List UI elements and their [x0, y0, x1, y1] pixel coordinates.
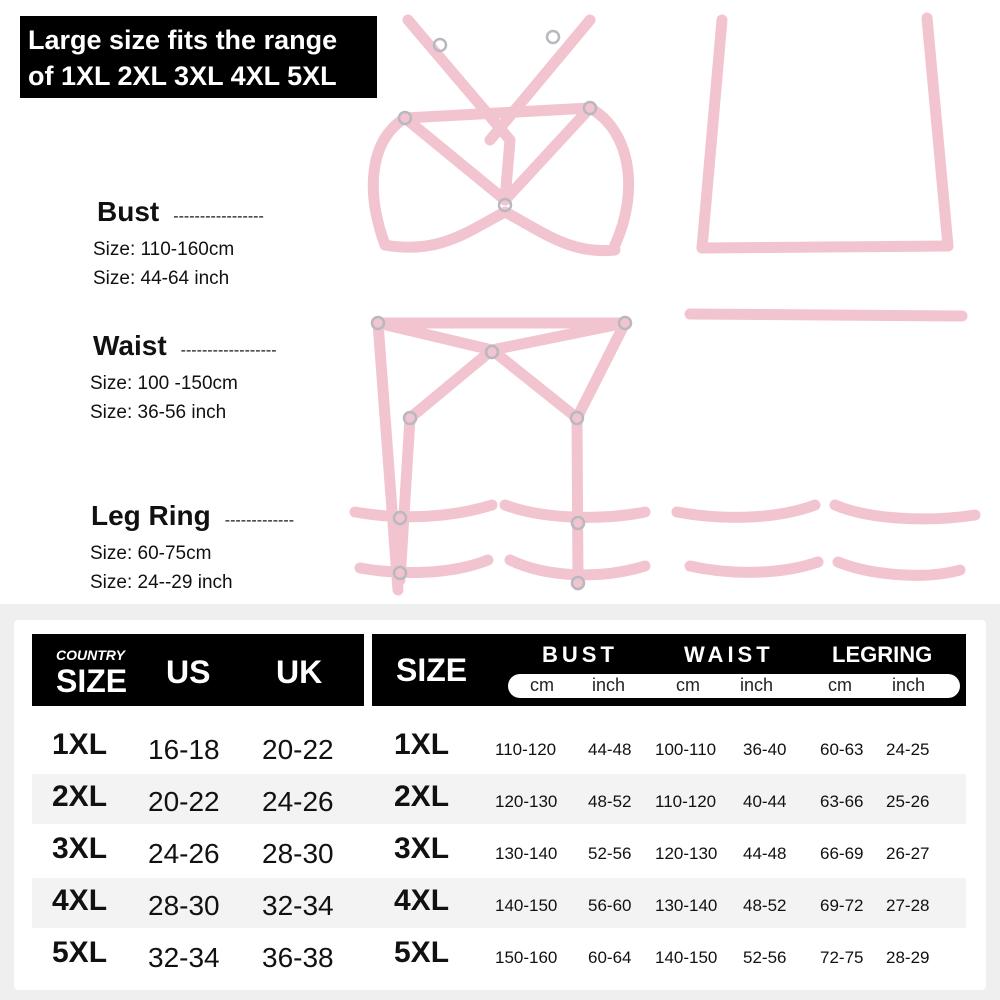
legring-header: LEGRING	[832, 642, 933, 667]
waist-front-x-right	[492, 323, 625, 418]
uk-header: UK	[276, 654, 323, 690]
unit-bar	[508, 674, 960, 698]
ring-icon	[394, 567, 406, 579]
leg-ring-7	[690, 562, 818, 572]
bust-size-cm: Size: 110-160cm	[93, 239, 235, 260]
waist-size-cm: Size: 100 -150cm	[90, 373, 238, 394]
row-waist-inch: 48-52	[743, 896, 787, 915]
row-uk: 36-38	[262, 942, 334, 973]
row-bust-cm: 130-140	[495, 844, 558, 863]
bust-header: BUST	[542, 642, 618, 667]
row-size-right: 1XL	[394, 728, 450, 761]
row-size: 4XL	[52, 884, 108, 917]
row-size-right: 4XL	[394, 884, 450, 917]
bust-back-band	[702, 246, 948, 248]
row-leg-inch: 25-26	[886, 792, 930, 811]
row-leg-inch: 27-28	[886, 896, 930, 915]
row-bust-inch: 48-52	[588, 792, 632, 811]
bust-size-inch: Size: 44-64 inch	[93, 268, 230, 289]
leg-ring-8	[838, 562, 960, 575]
row-waist-cm: 140-150	[655, 948, 718, 967]
row-waist-cm: 120-130	[655, 844, 718, 863]
size-header-right: SIZE	[396, 652, 468, 688]
leg-ring-2	[505, 505, 645, 517]
row-us: 32-34	[148, 942, 220, 973]
row-bust-cm: 140-150	[495, 896, 558, 915]
banner-line-1: Large size fits the range	[28, 25, 338, 55]
row-size-right: 2XL	[394, 780, 450, 813]
row-waist-inch: 52-56	[743, 948, 787, 967]
bust-strap-right	[490, 20, 590, 140]
ring-icon	[399, 112, 411, 124]
ring-icon	[572, 517, 584, 529]
row-leg-cm: 69-72	[820, 896, 864, 915]
ring-icon	[499, 199, 511, 211]
row-size: 1XL	[52, 728, 108, 761]
size-range-banner	[20, 16, 377, 98]
waist-back-band	[690, 314, 962, 316]
leg-ring-6	[835, 505, 975, 519]
waist-measurement	[90, 330, 277, 423]
ring-icon	[434, 39, 446, 51]
row-bust-cm: 110-120	[495, 740, 557, 759]
row-bust-inch: 52-56	[588, 844, 632, 863]
size-chart-right-header	[372, 634, 966, 706]
waist-size-inch: Size: 36-56 inch	[90, 402, 227, 423]
bust-strap-left	[408, 20, 510, 200]
row-waist-cm: 100-110	[655, 740, 717, 759]
row-uk: 32-34	[262, 890, 334, 921]
row-us: 20-22	[148, 786, 220, 817]
waist-front-side-left	[378, 323, 398, 590]
row-waist-inch: 40-44	[743, 792, 787, 811]
bust-underband	[385, 212, 615, 251]
ring-icon	[572, 577, 584, 589]
row-uk: 24-26	[262, 786, 334, 817]
bust-label: Bust	[97, 196, 160, 227]
row-waist-inch: 44-48	[743, 844, 787, 863]
row-bust-inch: 44-48	[588, 740, 632, 759]
bust-measurement	[93, 196, 264, 289]
row-us: 28-30	[148, 890, 220, 921]
ring-icon	[486, 346, 498, 358]
row-size-right: 5XL	[394, 936, 450, 969]
banner-line-2: of 1XL 2XL 3XL 4XL 5XL	[28, 61, 337, 91]
unit-leg-cm: cm	[828, 675, 852, 695]
bust-star-left	[405, 118, 505, 200]
row-leg-cm: 72-75	[820, 948, 864, 967]
bust-star-cross	[405, 108, 590, 118]
size-header-left: SIZE	[56, 663, 128, 699]
row-uk: 28-30	[262, 838, 334, 869]
waist-front-side-right	[577, 323, 625, 418]
row-us: 16-18	[148, 734, 220, 765]
unit-bust-cm: cm	[530, 675, 554, 695]
bust-back-strap-left	[702, 20, 722, 248]
ring-icon	[404, 412, 416, 424]
size-chart-left-header	[32, 634, 364, 706]
waist-front-x-left	[378, 323, 492, 418]
row-waist-cm: 130-140	[655, 896, 718, 915]
country-label: COUNTRY	[56, 647, 125, 663]
row-size: 2XL	[52, 780, 108, 813]
unit-leg-inch: inch	[892, 675, 926, 695]
leg-ring-5	[677, 505, 815, 517]
bust-dash: -----------------	[173, 207, 264, 225]
ring-icon	[547, 31, 559, 43]
waist-label: Waist	[93, 330, 167, 361]
row-leg-inch: 24-25	[886, 740, 930, 759]
row-bust-inch: 56-60	[588, 896, 632, 915]
row-waist-cm: 110-120	[655, 792, 717, 811]
row-size: 5XL	[52, 936, 108, 969]
leg-ring-1	[355, 505, 492, 517]
row-size: 3XL	[52, 832, 108, 865]
bust-back-strap-right	[927, 18, 948, 246]
row-us: 24-26	[148, 838, 220, 869]
ring-icon	[584, 102, 596, 114]
row-waist-inch: 36-40	[743, 740, 787, 759]
leg-ring-size-cm: Size: 60-75cm	[90, 543, 212, 564]
row-leg-inch: 26-27	[886, 844, 930, 863]
garter-left	[400, 418, 410, 580]
waist-header: WAIST	[684, 642, 774, 667]
leg-ring-dash: -------------	[224, 511, 295, 529]
leg-ring-4	[510, 560, 645, 575]
bust-star-right	[505, 108, 590, 200]
ring-icon	[394, 512, 406, 524]
leg-ring-label: Leg Ring	[91, 500, 211, 531]
unit-bust-inch: inch	[592, 675, 626, 695]
ring-icon	[372, 317, 384, 329]
row-bust-inch: 60-64	[588, 948, 632, 967]
ring-icon	[619, 317, 631, 329]
leg-ring-3	[360, 560, 488, 573]
row-leg-inch: 28-29	[886, 948, 930, 967]
row-bust-cm: 150-160	[495, 948, 558, 967]
us-header: US	[166, 654, 211, 690]
waist-dash: ------------------	[180, 341, 277, 359]
leg-ring-size-inch: Size: 24--29 inch	[90, 572, 233, 593]
bust-cup-left	[373, 118, 405, 245]
bust-cup-right	[590, 108, 629, 245]
row-bust-cm: 120-130	[495, 792, 558, 811]
garter-right	[577, 418, 578, 585]
unit-waist-inch: inch	[740, 675, 774, 695]
row-leg-cm: 66-69	[820, 844, 864, 863]
ring-icon	[571, 412, 583, 424]
row-size-right: 3XL	[394, 832, 450, 865]
leg-ring-measurement	[91, 500, 294, 592]
row-leg-cm: 60-63	[820, 740, 864, 759]
unit-waist-cm: cm	[676, 675, 700, 695]
row-leg-cm: 63-66	[820, 792, 864, 811]
row-uk: 20-22	[262, 734, 334, 765]
